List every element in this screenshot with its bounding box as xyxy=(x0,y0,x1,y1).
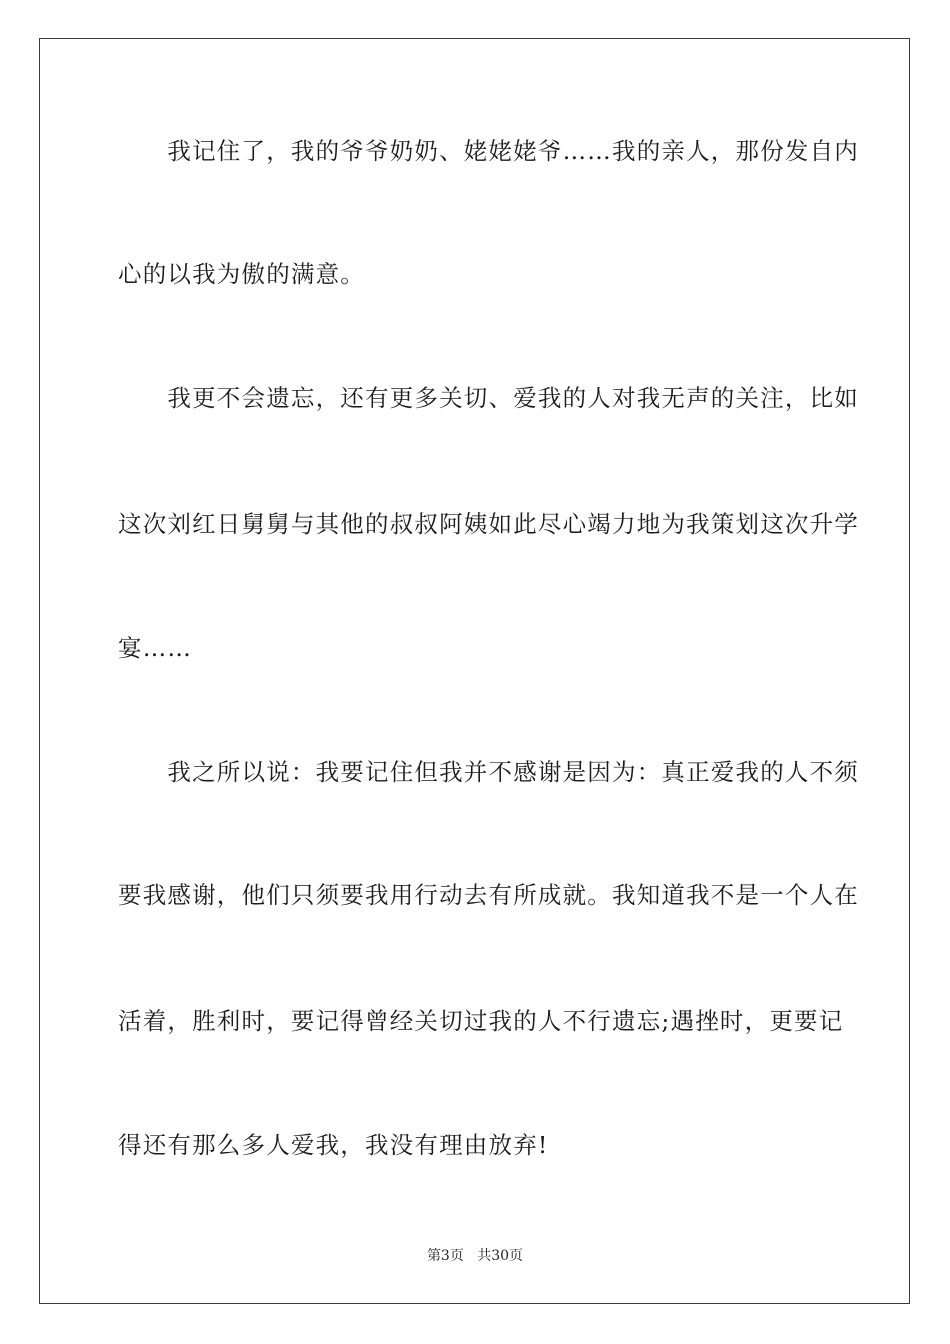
page-border xyxy=(39,38,910,1304)
page-footer xyxy=(0,1246,950,1266)
text-line: 这次刘红日舅舅与其他的叔叔阿姨如此尽心竭力地为我策划这次升学 xyxy=(118,510,859,538)
text-line: 宴…… xyxy=(118,634,193,662)
text-line: 我之所以说：我要记住但我并不感谢是因为：真正爱我的人不须 xyxy=(118,758,859,786)
text-line: 得还有那么多人爱我，我没有理由放弃! xyxy=(118,1131,549,1159)
page-number: 第3页 xyxy=(426,1248,464,1264)
text-line: 我记住了，我的爷爷奶奶、姥姥姥爷……我的亲人，那份发自内 xyxy=(118,137,859,165)
text-line: 心的以我为傲的满意。 xyxy=(118,260,365,288)
text-line: 要我感谢，他们只须要我用行动去有所成就。我知道我不是一个人在 xyxy=(118,881,859,909)
text-line: 活着，胜利时，要记得曾经关切过我的人不行遗忘;遇挫时，更要记 xyxy=(118,1007,844,1035)
text-line: 我更不会遗忘，还有更多关切、爱我的人对我无声的关注，比如 xyxy=(118,384,859,412)
page-total: 共30页 xyxy=(477,1248,524,1264)
